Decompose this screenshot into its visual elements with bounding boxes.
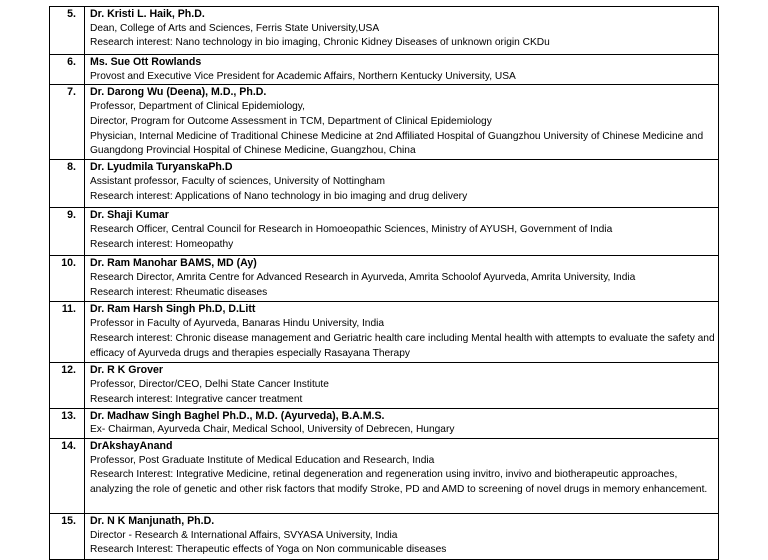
entry-content	[85, 408, 719, 438]
entry-line: Dean, College of Arts and Sciences, Ferris State University,USA	[90, 22, 380, 34]
entry-line: Professor in Faculty of Ayurveda, Banaras Hindu University, India	[90, 318, 385, 330]
faculty-table	[49, 6, 719, 560]
entry-line: Director, Program for Outcome Assessment in TCM, Department of Clinical Epidemiology	[90, 115, 492, 127]
entry-line: Director - Research & International Affairs, SVYASA University, India	[90, 529, 398, 541]
entry-name: Dr. Shaji Kumar	[90, 209, 169, 222]
entry-number: 14.	[50, 438, 85, 513]
table-row	[50, 7, 719, 55]
table-row	[50, 208, 719, 256]
entry-name: Dr. Ram Harsh Singh Ph.D, D.Litt	[90, 303, 256, 316]
entry-content	[85, 438, 719, 513]
entry-line: Research interest: Rheumatic diseases	[90, 286, 268, 298]
entry-line: Research Interest: Therapeutic effects of Yoga on Non communicable diseases	[90, 544, 447, 556]
entry-name: DrAkshayAnand	[90, 439, 173, 452]
entry-name: Dr. N K Manjunath, Ph.D.	[90, 514, 215, 527]
table-row	[50, 302, 719, 363]
entry-number: 13.	[50, 408, 85, 438]
entry-content	[85, 363, 719, 408]
table-row	[50, 438, 719, 513]
table-row	[50, 256, 719, 302]
entry-content	[85, 208, 719, 256]
entry-content	[85, 513, 719, 559]
entry-number: 10.	[50, 256, 85, 302]
table-row	[50, 160, 719, 208]
entry-line: Research interest: Applications of Nano technology in bio imaging and drug delivery	[90, 190, 468, 202]
entry-number: 8.	[50, 160, 85, 208]
entry-line: Professor, Director/CEO, Delhi State Cancer Institute	[90, 379, 329, 391]
entry-line: Research interest: Chronic disease management and Geriatric health care including Mental health with attempts to evaluate the safety and efficacy of Ayurveda drugs and therapies especially Rasayana Therapy	[90, 332, 715, 359]
entry-line: Assistant professor, Faculty of sciences, University of Nottingham	[90, 176, 385, 188]
entry-number: 15.	[50, 513, 85, 559]
entry-number: 6.	[50, 55, 85, 85]
entry-content	[85, 55, 719, 85]
entry-name: Dr. Lyudmila TuryanskaPh.D	[90, 161, 233, 174]
entry-line: Physician, Internal Medicine of Traditional Chinese Medicine at 2nd Affiliated Hospital of Guangzhou University of Chinese Medicine and Guangdong Provincial Hospital of Chinese Medicine, Guangzhou, China	[90, 130, 704, 157]
entry-content	[85, 256, 719, 302]
entry-line: Research Director, Amrita Centre for Advanced Research in Ayurveda, Amrita Schoolof Ayurveda, Amrita University, India	[90, 272, 636, 284]
entry-line: Professor, Post Graduate Institute of Medical Education and Research, India	[90, 454, 435, 466]
entry-line: Provost and Executive Vice President for Academic Affairs, Northern Kentucky University, USA	[90, 70, 516, 82]
entry-content	[85, 160, 719, 208]
table-row	[50, 55, 719, 85]
entry-line: Research interest: Nano technology in bio imaging, Chronic Kidney Diseases of unknown origin CKDu	[90, 37, 550, 49]
entry-number: 7.	[50, 85, 85, 160]
entry-content	[85, 302, 719, 363]
entry-name: Ms. Sue Ott Rowlands	[90, 56, 202, 68]
entry-line: Research Interest: Integrative Medicine, retinal degeneration and regeneration using invitro, invivo and biotherapeutic approaches, analyzing the role of genetic and other risk factors that modify Stroke, PD and AMD to screening of novel drugs in memory enhancement.	[90, 469, 708, 496]
table-row	[50, 408, 719, 438]
entry-name: Dr. Darong Wu (Deena), M.D., Ph.D.	[90, 86, 267, 99]
entry-line: Ex- Chairman, Ayurveda Chair, Medical School, University of Debrecen, Hungary	[90, 424, 455, 436]
entry-name: Dr. Kristi L. Haik, Ph.D.	[90, 8, 205, 20]
entry-content	[85, 85, 719, 160]
entry-name: Dr. Madhaw Singh Baghel Ph.D., M.D. (Ayurveda), B.A.M.S.	[90, 409, 385, 422]
table-row	[50, 363, 719, 408]
entry-line: Research interest: Integrative cancer treatment	[90, 393, 303, 405]
entry-name: Dr. R K Grover	[90, 364, 164, 377]
entry-number: 5.	[50, 7, 85, 55]
entry-line: Research interest: Homeopathy	[90, 238, 234, 250]
entry-line: Professor, Department of Clinical Epidemiology,	[90, 101, 305, 113]
entry-number: 9.	[50, 208, 85, 256]
entry-name: Dr. Ram Manohar BAMS, MD (Ay)	[90, 257, 257, 270]
entry-content	[85, 7, 719, 55]
table-row	[50, 513, 719, 559]
entry-number: 11.	[50, 302, 85, 363]
entry-number: 12.	[50, 363, 85, 408]
entry-line: Research Officer, Central Council for Research in Homoeopathic Sciences, Ministry of AYUSH, Government of India	[90, 224, 613, 236]
table-row	[50, 85, 719, 160]
